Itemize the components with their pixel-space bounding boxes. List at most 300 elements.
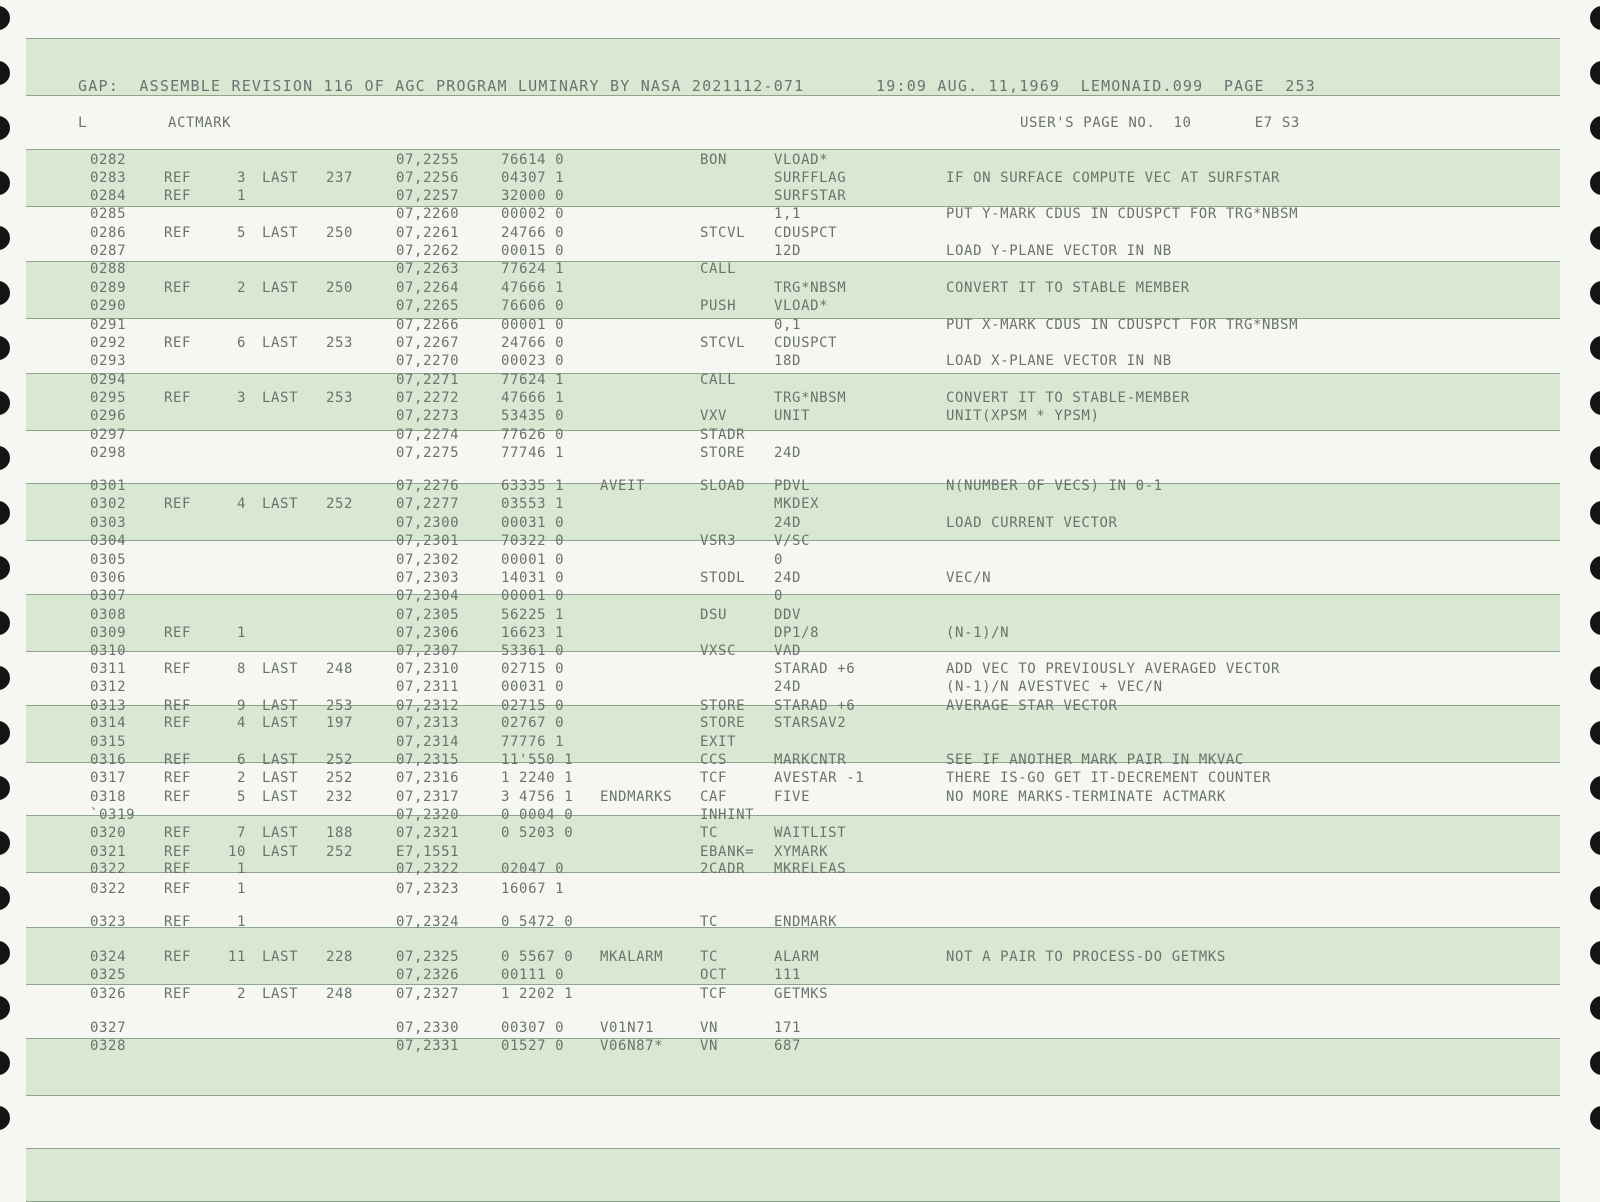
cell-arg: DDV: [774, 607, 802, 623]
cell-ref: REF: [164, 861, 192, 877]
cell-last: LAST: [262, 661, 299, 677]
cell-ref: REF: [164, 280, 192, 296]
cell-lastn: 188: [326, 825, 354, 841]
cell-arg: 111: [774, 967, 802, 983]
cell-op: DSU: [700, 607, 728, 623]
tractor-hole: [1590, 776, 1600, 800]
cell-line: 0285: [90, 206, 127, 222]
cell-arg: MARKCNTR: [774, 752, 847, 768]
cell-line: 0308: [90, 607, 127, 623]
cell-line: 0296: [90, 408, 127, 424]
tractor-hole: [1590, 171, 1600, 195]
cell-ref: REF: [164, 986, 192, 1002]
cell-last: LAST: [262, 949, 299, 965]
cell-line: 0291: [90, 317, 127, 333]
cell-code: 53435 0: [501, 408, 565, 424]
cell-op: STORE: [700, 715, 746, 731]
cell-line: 0283: [90, 170, 127, 186]
listing-row: [26, 551, 1560, 569]
cell-arg: PDVL: [774, 478, 811, 494]
cell-ref: REF: [164, 715, 192, 731]
cell-addr: 07,2257: [396, 188, 460, 204]
cell-line: 0298: [90, 445, 127, 461]
listing-row: [26, 880, 1560, 898]
listing-row: [26, 1037, 1560, 1055]
cell-code: 24766 0: [501, 335, 565, 351]
cell-line: 0288: [90, 261, 127, 277]
cell-op: INHINT: [700, 807, 755, 823]
cell-ref: REF: [164, 335, 192, 351]
cell-arg: DP1/8: [774, 625, 820, 641]
cell-arg: SURFSTAR: [774, 188, 847, 204]
cell-arg: 24D: [774, 570, 802, 586]
tractor-hole: [0, 6, 10, 30]
cell-line: 0305: [90, 552, 127, 568]
cell-cmt: PUT Y-MARK CDUS IN CDUSPCT FOR TRG*NBSM: [946, 206, 1299, 222]
cell-op: BON: [700, 152, 728, 168]
tractor-hole: [0, 1106, 10, 1130]
cell-line: 0290: [90, 298, 127, 314]
cell-refn: 7: [236, 825, 246, 841]
cell-code: 02715 0: [501, 661, 565, 677]
cell-cmt: CONVERT IT TO STABLE-MEMBER: [946, 390, 1190, 406]
cell-code: 00001 0: [501, 588, 565, 604]
cell-lastn: 228: [326, 949, 354, 965]
cell-arg: 0: [774, 552, 784, 568]
listing-row: [26, 224, 1560, 242]
cell-tag: ENDMARKS: [600, 789, 673, 805]
tractor-hole: [0, 831, 10, 855]
cell-lastn: 252: [326, 496, 354, 512]
cell-arg: SURFFLAG: [774, 170, 847, 186]
listing-row: [26, 279, 1560, 297]
listing-row: [26, 587, 1560, 605]
cell-addr: 07,2276: [396, 478, 460, 494]
cell-line: 0322: [90, 861, 127, 877]
cell-arg: VAD: [774, 643, 802, 659]
cell-addr: 07,2316: [396, 770, 460, 786]
cell-tag: V01N71: [600, 1020, 655, 1036]
cell-tag: V06N87*: [600, 1038, 664, 1054]
tractor-hole: [0, 501, 10, 525]
cell-line: 0313: [90, 698, 127, 714]
cell-arg: 0: [774, 588, 784, 604]
cell-op: VN: [700, 1020, 719, 1036]
tractor-hole: [0, 116, 10, 140]
cell-addr: 07,2317: [396, 789, 460, 805]
cell-line: 0323: [90, 914, 127, 930]
listing-row: [26, 514, 1560, 532]
page-header-line: GAP: ASSEMBLE REVISION 116 OF AGC PROGRAM LUMINARY BY NASA 2021112-071 19:09 AUG. 11,1969 LEMONAID.099 PAGE 253: [78, 77, 1316, 95]
cell-code: 63335 1: [501, 478, 565, 494]
cell-addr: 07,2327: [396, 986, 460, 1002]
tractor-hole: [1590, 501, 1600, 525]
cell-refn: 5: [236, 225, 246, 241]
cell-line: 0307: [90, 588, 127, 604]
cell-code: 77746 1: [501, 445, 565, 461]
cell-addr: 07,2301: [396, 533, 460, 549]
cell-cmt: NO MORE MARKS-TERMINATE ACTMARK: [946, 789, 1226, 805]
cell-ref: REF: [164, 170, 192, 186]
cell-cmt: N(NUMBER OF VECS) IN 0-1: [946, 478, 1163, 494]
cell-line: 0312: [90, 679, 127, 695]
cell-arg: V/SC: [774, 533, 811, 549]
cell-op: STORE: [700, 698, 746, 714]
cell-op: VSR3: [700, 533, 737, 549]
cell-code: 04307 1: [501, 170, 565, 186]
cell-last: LAST: [262, 770, 299, 786]
cell-addr: 07,2260: [396, 206, 460, 222]
cell-arg: VLOAD*: [774, 152, 829, 168]
listing-row: [26, 151, 1560, 169]
cell-last: LAST: [262, 986, 299, 1002]
cell-op: EXIT: [700, 734, 737, 750]
cell-last: LAST: [262, 390, 299, 406]
listing-row: [26, 297, 1560, 315]
cell-line: 0295: [90, 390, 127, 406]
cell-arg: XYMARK: [774, 844, 829, 860]
cell-ref: REF: [164, 188, 192, 204]
tractor-hole: [0, 281, 10, 305]
cell-line: 0315: [90, 734, 127, 750]
cell-lastn: 253: [326, 698, 354, 714]
tractor-hole: [1590, 116, 1600, 140]
listing-row: [26, 948, 1560, 966]
cell-code: 77624 1: [501, 261, 565, 277]
cell-arg: MKRELEAS: [774, 861, 847, 877]
cell-code: 3 4756 1: [501, 789, 574, 805]
cell-line: 0320: [90, 825, 127, 841]
cell-op: CALL: [700, 261, 737, 277]
cell-line: 0310: [90, 643, 127, 659]
tractor-hole: [1590, 886, 1600, 910]
greenbar-band: [26, 1148, 1560, 1202]
cell-line: `0319: [90, 807, 136, 823]
listing-row: [26, 860, 1560, 878]
cell-lastn: 252: [326, 770, 354, 786]
cell-arg: TRG*NBSM: [774, 390, 847, 406]
cell-code: 53361 0: [501, 643, 565, 659]
cell-code: 00031 0: [501, 515, 565, 531]
cell-lastn: 250: [326, 280, 354, 296]
listing-row: [26, 316, 1560, 334]
cell-code: 00031 0: [501, 679, 565, 695]
cell-addr: E7,1551: [396, 844, 460, 860]
cell-code: 56225 1: [501, 607, 565, 623]
listing-row: [26, 187, 1560, 205]
cell-code: 32000 0: [501, 188, 565, 204]
cell-refn: 1: [236, 881, 246, 897]
cell-code: 16623 1: [501, 625, 565, 641]
cell-arg: STARSAV2: [774, 715, 847, 731]
cell-ref: REF: [164, 661, 192, 677]
tractor-hole: [1590, 391, 1600, 415]
cell-arg: WAITLIST: [774, 825, 847, 841]
cell-addr: 07,2265: [396, 298, 460, 314]
cell-addr: 07,2256: [396, 170, 460, 186]
listing-row: [26, 843, 1560, 861]
tractor-hole: [1590, 61, 1600, 85]
cell-line: 0316: [90, 752, 127, 768]
tractor-hole: [0, 391, 10, 415]
cell-op: STCVL: [700, 225, 746, 241]
cell-cmt: THERE IS-GO GET IT-DECREMENT COUNTER: [946, 770, 1272, 786]
cell-arg: UNIT: [774, 408, 811, 424]
cell-addr: 07,2315: [396, 752, 460, 768]
tractor-hole: [1590, 666, 1600, 690]
cell-refn: 10: [227, 844, 246, 860]
cell-code: 0 5203 0: [501, 825, 574, 841]
cell-addr: 07,2312: [396, 698, 460, 714]
cell-code: 02047 0: [501, 861, 565, 877]
cell-op: VXSC: [700, 643, 737, 659]
cell-op: VXV: [700, 408, 728, 424]
cell-op: STODL: [700, 570, 746, 586]
cell-arg: ENDMARK: [774, 914, 838, 930]
cell-cmt: SEE IF ANOTHER MARK PAIR IN MKVAC: [946, 752, 1244, 768]
cell-refn: 11: [227, 949, 246, 965]
cell-arg: CDUSPCT: [774, 225, 838, 241]
listing-row: [26, 260, 1560, 278]
cell-op: CALL: [700, 372, 737, 388]
cell-code: 0 5472 0: [501, 914, 574, 930]
tractor-hole: [1590, 556, 1600, 580]
listing-row: [26, 824, 1560, 842]
cell-addr: 07,2261: [396, 225, 460, 241]
listing-row: [26, 407, 1560, 425]
cell-line: 0328: [90, 1038, 127, 1054]
cell-last: LAST: [262, 225, 299, 241]
cell-line: 0287: [90, 243, 127, 259]
cell-addr: 07,2313: [396, 715, 460, 731]
cell-code: 1 2240 1: [501, 770, 574, 786]
cell-op: EBANK=: [700, 844, 755, 860]
cell-addr: 07,2325: [396, 949, 460, 965]
cell-refn: 2: [236, 770, 246, 786]
cell-arg: STARAD +6: [774, 661, 856, 677]
cell-code: 0 0004 0: [501, 807, 574, 823]
cell-lastn: 253: [326, 390, 354, 406]
cell-code: 70322 0: [501, 533, 565, 549]
cell-addr: 07,2311: [396, 679, 460, 695]
tractor-hole: [1590, 1106, 1600, 1130]
cell-last: LAST: [262, 698, 299, 714]
listing-row: [26, 624, 1560, 642]
cell-arg: 18D: [774, 353, 802, 369]
listing-row: [26, 751, 1560, 769]
listing-row: [26, 389, 1560, 407]
cell-op: TCF: [700, 770, 728, 786]
listing-row: [26, 678, 1560, 696]
listing-row: [26, 371, 1560, 389]
cell-line: 0314: [90, 715, 127, 731]
listing-row: [26, 532, 1560, 550]
cell-ref: REF: [164, 949, 192, 965]
cell-code: 47666 1: [501, 390, 565, 406]
cell-code: 1 2202 1: [501, 986, 574, 1002]
cell-last: LAST: [262, 844, 299, 860]
listing-row: [26, 169, 1560, 187]
cell-cmt: IF ON SURFACE COMPUTE VEC AT SURFSTAR: [946, 170, 1281, 186]
cell-line: 0301: [90, 478, 127, 494]
cell-ref: REF: [164, 789, 192, 805]
cell-code: 77626 0: [501, 427, 565, 443]
cell-cmt: AVERAGE STAR VECTOR: [946, 698, 1118, 714]
listing-row: [26, 606, 1560, 624]
cell-addr: 07,2302: [396, 552, 460, 568]
cell-arg: 24D: [774, 515, 802, 531]
listing-row: [26, 569, 1560, 587]
cell-addr: 07,2326: [396, 967, 460, 983]
listing-row: [26, 806, 1560, 824]
cell-last: LAST: [262, 789, 299, 805]
tractor-hole: [0, 171, 10, 195]
tractor-hole: [1590, 226, 1600, 250]
cell-ref: REF: [164, 752, 192, 768]
cell-code: 47666 1: [501, 280, 565, 296]
listing-row: [26, 444, 1560, 462]
cell-refn: 4: [236, 715, 246, 731]
cell-line: 0286: [90, 225, 127, 241]
cell-op: VN: [700, 1038, 719, 1054]
tractor-hole: [0, 61, 10, 85]
tractor-hole: [0, 886, 10, 910]
cell-ref: REF: [164, 625, 192, 641]
cell-code: 03553 1: [501, 496, 565, 512]
cell-code: 02767 0: [501, 715, 565, 731]
listing-row: [26, 714, 1560, 732]
cell-op: TC: [700, 949, 719, 965]
tractor-hole: [1590, 281, 1600, 305]
cell-arg: STARAD +6: [774, 698, 856, 714]
cell-code: 24766 0: [501, 225, 565, 241]
cell-cmt: VEC/N: [946, 570, 992, 586]
cell-refn: 1: [236, 188, 246, 204]
cell-tag: MKALARM: [600, 949, 664, 965]
cell-line: 0304: [90, 533, 127, 549]
listing-row: [26, 426, 1560, 444]
cell-cmt: NOT A PAIR TO PROCESS-DO GETMKS: [946, 949, 1226, 965]
cell-refn: 3: [236, 390, 246, 406]
tractor-hole: [1590, 336, 1600, 360]
cell-last: LAST: [262, 825, 299, 841]
cell-refn: 5: [236, 789, 246, 805]
cell-refn: 6: [236, 335, 246, 351]
cell-lastn: 248: [326, 661, 354, 677]
listing-row: [26, 495, 1560, 513]
cell-refn: 6: [236, 752, 246, 768]
cell-line: 0282: [90, 152, 127, 168]
cell-line: 0324: [90, 949, 127, 965]
cell-addr: 07,2272: [396, 390, 460, 406]
routine-name: ACTMARK: [168, 115, 232, 131]
cell-line: 0325: [90, 967, 127, 983]
cell-op: STADR: [700, 427, 746, 443]
cell-addr: 07,2305: [396, 607, 460, 623]
cell-line: 0284: [90, 188, 127, 204]
cell-ref: REF: [164, 844, 192, 860]
cell-cmt: LOAD CURRENT VECTOR: [946, 515, 1118, 531]
cell-lastn: 250: [326, 225, 354, 241]
users-page-number: USER'S PAGE NO. 10 E7 S3: [1020, 115, 1300, 131]
cell-arg: 171: [774, 1020, 802, 1036]
cell-code: 0 5567 0: [501, 949, 574, 965]
cell-addr: 07,2277: [396, 496, 460, 512]
listing-row: [26, 733, 1560, 751]
tractor-hole: [1590, 831, 1600, 855]
cell-last: LAST: [262, 496, 299, 512]
cell-lastn: 253: [326, 335, 354, 351]
tractor-hole: [1590, 996, 1600, 1020]
cell-cmt: UNIT(XPSM * YPSM): [946, 408, 1100, 424]
printout-page: [26, 0, 1560, 1200]
cell-lastn: 252: [326, 752, 354, 768]
cell-op: STORE: [700, 445, 746, 461]
section-letter: L: [78, 115, 88, 131]
listing-row: [26, 913, 1560, 931]
listing-row: [26, 769, 1560, 787]
cell-line: 0293: [90, 353, 127, 369]
cell-arg: 687: [774, 1038, 802, 1054]
listing-row: [26, 966, 1560, 984]
cell-line: 0302: [90, 496, 127, 512]
cell-line: 0289: [90, 280, 127, 296]
cell-refn: 9: [236, 698, 246, 714]
cell-code: 76614 0: [501, 152, 565, 168]
cell-arg: 24D: [774, 445, 802, 461]
listing-row: [26, 642, 1560, 660]
cell-op: OCT: [700, 967, 728, 983]
cell-op: CAF: [700, 789, 728, 805]
cell-refn: 1: [236, 861, 246, 877]
cell-op: TC: [700, 825, 719, 841]
cell-addr: 07,2255: [396, 152, 460, 168]
cell-tag: AVEIT: [600, 478, 646, 494]
cell-code: 77776 1: [501, 734, 565, 750]
cell-last: LAST: [262, 715, 299, 731]
tractor-hole: [1590, 611, 1600, 635]
cell-ref: REF: [164, 825, 192, 841]
right-tractor-holes: [1590, 0, 1600, 1200]
cell-addr: 07,2270: [396, 353, 460, 369]
cell-addr: 07,2304: [396, 588, 460, 604]
cell-line: 0306: [90, 570, 127, 586]
cell-ref: REF: [164, 698, 192, 714]
cell-ref: REF: [164, 770, 192, 786]
cell-cmt: LOAD Y-PLANE VECTOR IN NB: [946, 243, 1172, 259]
cell-addr: 07,2330: [396, 1020, 460, 1036]
cell-refn: 2: [236, 280, 246, 296]
cell-line: 0322: [90, 881, 127, 897]
cell-addr: 07,2321: [396, 825, 460, 841]
cell-line: 0327: [90, 1020, 127, 1036]
cell-line: 0292: [90, 335, 127, 351]
cell-addr: 07,2267: [396, 335, 460, 351]
cell-lastn: 232: [326, 789, 354, 805]
cell-code: 00001 0: [501, 317, 565, 333]
cell-op: TC: [700, 914, 719, 930]
cell-addr: 07,2324: [396, 914, 460, 930]
cell-code: 00015 0: [501, 243, 565, 259]
cell-refn: 8: [236, 661, 246, 677]
tractor-hole: [0, 446, 10, 470]
cell-addr: 07,2273: [396, 408, 460, 424]
cell-addr: 07,2310: [396, 661, 460, 677]
cell-refn: 1: [236, 914, 246, 930]
cell-code: 76606 0: [501, 298, 565, 314]
cell-ref: REF: [164, 390, 192, 406]
cell-addr: 07,2303: [396, 570, 460, 586]
